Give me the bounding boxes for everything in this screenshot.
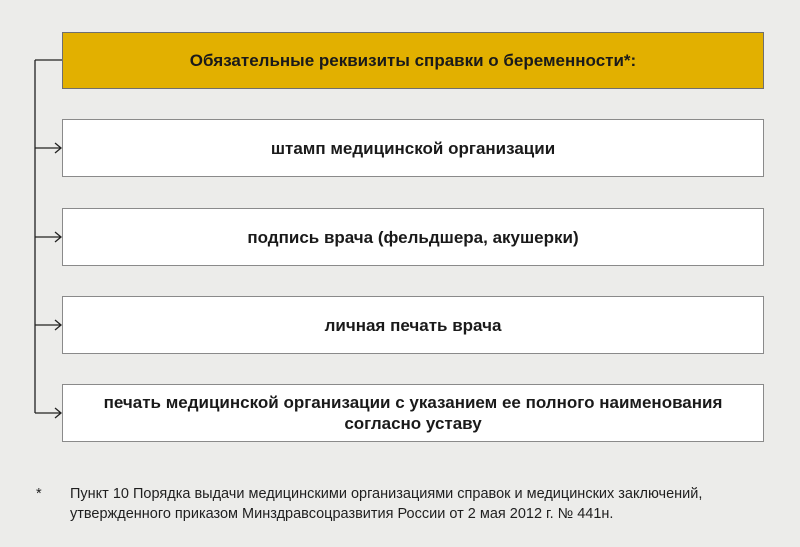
header-box: Обязательные реквизиты справки о беременности*: xyxy=(62,32,764,89)
requirement-box-personal-seal: личная печать врача xyxy=(62,296,764,354)
footnote-marker: * xyxy=(36,486,42,502)
footnote xyxy=(36,484,776,524)
requirement-box-organization-seal: печать медицинской организации с указанием ее полного наименования согласно уставу xyxy=(62,384,764,442)
requirement-box-stamp: штамп медицинской организации xyxy=(62,119,764,177)
footnote-text: Пункт 10 Порядка выдачи медицинскими организациями справок и медицинских заключений, утвержденного приказом Минздравсоцразвития России от 2 мая 2012 г. № 441н. xyxy=(70,486,703,522)
requirement-box-signature: подпись врача (фельдшера, акушерки) xyxy=(62,208,764,266)
